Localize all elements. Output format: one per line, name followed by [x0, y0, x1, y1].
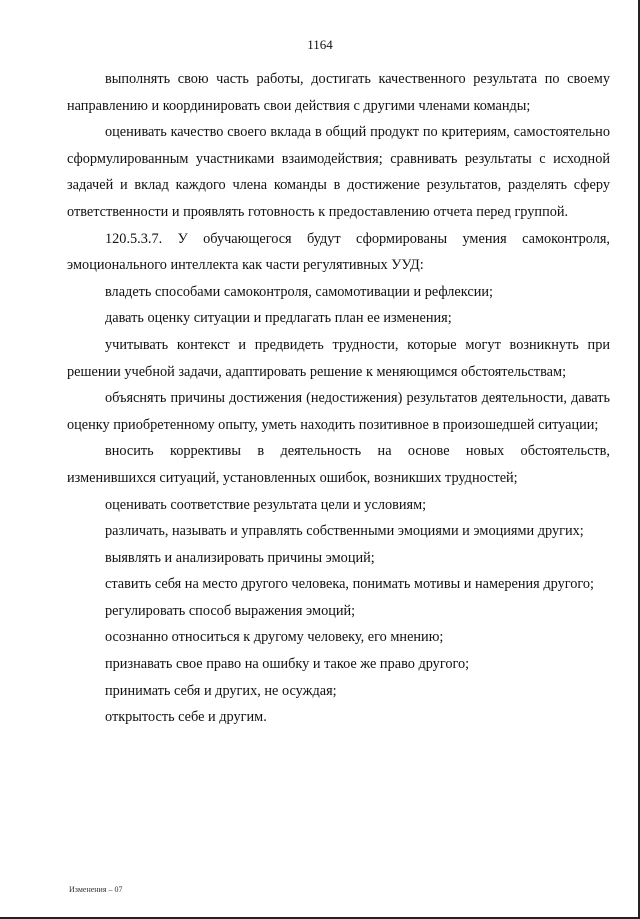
list-item: давать оценку ситуации и предлагать план ее изменения;	[105, 310, 452, 327]
list-item: принимать себя и других, не осуждая;	[105, 682, 337, 699]
paragraph: 120.5.3.7. У обучающегося будут сформированы умения самоконтроля, эмоционального интеллекта как части регулятивных УУД:	[67, 230, 610, 274]
paragraph: оценивать качество своего вклада в общий продукт по критериям, самостоятельно сформулированным участниками взаимодействия; сравнивать результаты с исходной задачей и вклад каждого члена команды в достижение результатов, разделять сферу ответственности и проявлять готовность к предоставлению отчета перед группой.	[67, 124, 610, 220]
list-item: ставить себя на место другого человека, понимать мотивы и намерения другого;	[105, 576, 594, 593]
footer-revision-note: Изменения – 07	[69, 885, 123, 894]
list-item: оценивать соответствие результата цели и условиям;	[105, 496, 427, 513]
page-number: 1164	[307, 37, 333, 52]
paragraph: выполнять свою часть работы, достигать качественного результата по своему направлению и координировать свои действия с другими членами команды;	[67, 71, 610, 114]
list-item: различать, называть и управлять собственными эмоциями и эмоциями других;	[105, 523, 584, 540]
list-item: вносить коррективы в деятельность на основе новых обстоятельств, изменившихся ситуаций, установленных ошибок, возникших трудностей;	[67, 443, 610, 486]
document-body	[67, 66, 610, 731]
list-item: объяснять причины достижения (недостижения) результатов деятельности, давать оценку приобретенному опыту, уметь находить позитивное в произошедшей ситуации;	[67, 390, 610, 433]
list-item: выявлять и анализировать причины эмоций;	[105, 549, 375, 566]
list-item: учитывать контекст и предвидеть трудности, которые могут возникнуть при решении учебной задачи, адаптировать решение к меняющимся обстоятельствам;	[67, 336, 610, 380]
list-item: регулировать способ выражения эмоций;	[105, 602, 356, 619]
list-item: открытость себе и другим.	[105, 709, 267, 726]
list-item: владеть способами самоконтроля, самомотивации и рефлексии;	[105, 283, 493, 300]
list-item: признавать свое право на ошибку и такое же право другого;	[105, 656, 470, 673]
list-item: осознанно относиться к другому человеку, его мнению;	[105, 629, 444, 646]
